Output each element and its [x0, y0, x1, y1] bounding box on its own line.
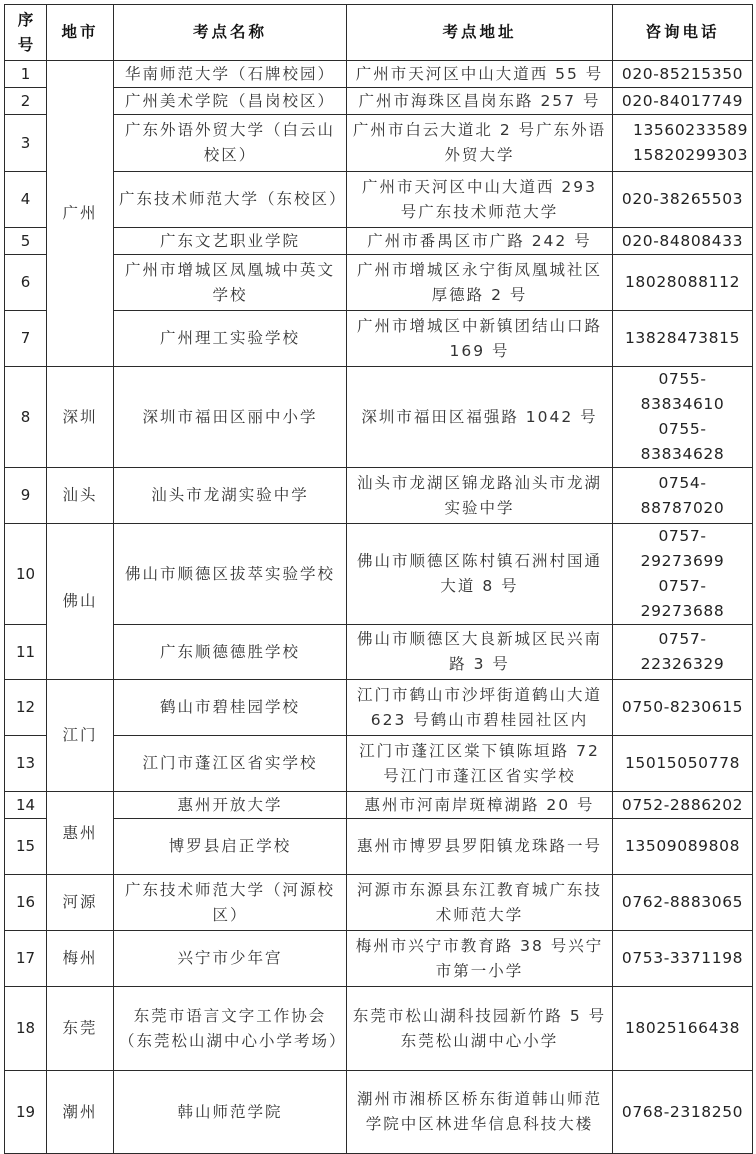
table-row — [5, 255, 753, 311]
site-name: 华南师范大学（石牌校园） — [114, 61, 347, 88]
site-name: 江门市蓬江区省实学校 — [114, 736, 347, 792]
site-name: 广州市增城区凤凰城中英文学校 — [114, 255, 347, 311]
row-number: 16 — [5, 875, 47, 931]
row-number: 5 — [5, 228, 47, 255]
phone-number: 13828473815 — [613, 311, 753, 367]
phone-number: 13560233589 15820299303 — [613, 115, 753, 172]
city-cell: 江门 — [47, 680, 114, 792]
site-address: 广州市天河区中山大道西 55 号 — [347, 61, 613, 88]
phone-number: 0768-2318250 — [613, 1071, 753, 1154]
site-address: 广州市天河区中山大道西 293 号广东技术师范大学 — [347, 172, 613, 228]
table-row — [5, 875, 753, 931]
table-row — [5, 228, 753, 255]
phone-number: 0753-3371198 — [613, 931, 753, 987]
header-site-name: 考点名称 — [114, 5, 347, 61]
site-address: 河源市东源县东江教育城广东技术师范大学 — [347, 875, 613, 931]
header-row — [5, 5, 753, 61]
header-site-address: 考点地址 — [347, 5, 613, 61]
table-row — [5, 524, 753, 625]
site-address: 广州市增城区中新镇团结山口路 169 号 — [347, 311, 613, 367]
city-cell: 河源 — [47, 875, 114, 931]
phone-number: 020-84808433 — [613, 228, 753, 255]
table-row — [5, 792, 753, 819]
site-name: 惠州开放大学 — [114, 792, 347, 819]
city-cell: 惠州 — [47, 792, 114, 875]
row-number: 10 — [5, 524, 47, 625]
site-address: 广州市增城区永宁街凤凰城社区厚德路 2 号 — [347, 255, 613, 311]
phone-number: 18025166438 — [613, 987, 753, 1071]
site-name: 广东技术师范大学（河源校区） — [114, 875, 347, 931]
site-name: 博罗县启正学校 — [114, 819, 347, 875]
table-row — [5, 61, 753, 88]
header-city: 地市 — [47, 5, 114, 61]
table-row — [5, 115, 753, 172]
row-number: 19 — [5, 1071, 47, 1154]
city-cell: 潮州 — [47, 1071, 114, 1154]
site-name: 广东顺德德胜学校 — [114, 625, 347, 680]
site-address: 惠州市河南岸斑樟湖路 20 号 — [347, 792, 613, 819]
site-address: 佛山市顺德区陈村镇石洲村国通大道 8 号 — [347, 524, 613, 625]
site-name: 广东外语外贸大学（白云山校区） — [114, 115, 347, 172]
phone-number: 020-84017749 — [613, 88, 753, 115]
row-number: 1 — [5, 61, 47, 88]
table-row — [5, 625, 753, 680]
table-row — [5, 680, 753, 736]
row-number: 11 — [5, 625, 47, 680]
site-name: 广东技术师范大学（东校区） — [114, 172, 347, 228]
row-number: 18 — [5, 987, 47, 1071]
city-cell: 佛山 — [47, 524, 114, 680]
table-row — [5, 819, 753, 875]
table-row — [5, 88, 753, 115]
phone-number: 13509089808 — [613, 819, 753, 875]
row-number: 17 — [5, 931, 47, 987]
row-number: 7 — [5, 311, 47, 367]
site-address: 东莞市松山湖科技园新竹路 5 号东莞松山湖中心小学 — [347, 987, 613, 1071]
site-name: 广州美术学院（昌岗校区） — [114, 88, 347, 115]
exam-sites-table — [4, 4, 753, 1154]
city-cell: 汕头 — [47, 468, 114, 524]
phone-number: 15015050778 — [613, 736, 753, 792]
phone-number: 0755-83834610 0755-83834628 — [613, 367, 753, 468]
table-row — [5, 931, 753, 987]
phone-number: 020-38265503 — [613, 172, 753, 228]
site-name: 广州理工实验学校 — [114, 311, 347, 367]
city-cell: 东莞 — [47, 987, 114, 1071]
site-address: 梅州市兴宁市教育路 38 号兴宁市第一小学 — [347, 931, 613, 987]
site-name: 韩山师范学院 — [114, 1071, 347, 1154]
table-row — [5, 736, 753, 792]
site-address: 广州市海珠区昌岗东路 257 号 — [347, 88, 613, 115]
site-address: 佛山市顺德区大良新城区民兴南路 3 号 — [347, 625, 613, 680]
site-address: 江门市蓬江区棠下镇陈垣路 72 号江门市蓬江区省实学校 — [347, 736, 613, 792]
site-name: 兴宁市少年宫 — [114, 931, 347, 987]
site-name: 鹤山市碧桂园学校 — [114, 680, 347, 736]
row-number: 15 — [5, 819, 47, 875]
header-phone: 咨询电话 — [613, 5, 753, 61]
phone-number: 0762-8883065 — [613, 875, 753, 931]
site-address: 惠州市博罗县罗阳镇龙珠路一号 — [347, 819, 613, 875]
site-address: 深圳市福田区福强路 1042 号 — [347, 367, 613, 468]
row-number: 3 — [5, 115, 47, 172]
phone-number: 0757-22326329 — [613, 625, 753, 680]
site-address: 广州市番禺区市广路 242 号 — [347, 228, 613, 255]
table-row — [5, 172, 753, 228]
site-name: 深圳市福田区丽中小学 — [114, 367, 347, 468]
table-row — [5, 987, 753, 1071]
row-number: 12 — [5, 680, 47, 736]
row-number: 6 — [5, 255, 47, 311]
site-address: 汕头市龙湖区锦龙路汕头市龙湖实验中学 — [347, 468, 613, 524]
phone-number: 0752-2886202 — [613, 792, 753, 819]
phone-number: 0750-8230615 — [613, 680, 753, 736]
phone-number: 18028088112 — [613, 255, 753, 311]
row-number: 14 — [5, 792, 47, 819]
city-cell: 广州 — [47, 61, 114, 367]
site-address: 潮州市湘桥区桥东街道韩山师范学院中区林进华信息科技大楼 — [347, 1071, 613, 1154]
row-number: 13 — [5, 736, 47, 792]
table-row — [5, 311, 753, 367]
row-number: 4 — [5, 172, 47, 228]
site-name: 汕头市龙湖实验中学 — [114, 468, 347, 524]
phone-number: 0754-88787020 — [613, 468, 753, 524]
site-name: 佛山市顺德区拔萃实验学校 — [114, 524, 347, 625]
city-cell: 深圳 — [47, 367, 114, 468]
site-address: 广州市白云大道北 2 号广东外语外贸大学 — [347, 115, 613, 172]
table-row — [5, 367, 753, 468]
site-address: 江门市鹤山市沙坪街道鹤山大道 623 号鹤山市碧桂园社区内 — [347, 680, 613, 736]
row-number: 9 — [5, 468, 47, 524]
row-number: 8 — [5, 367, 47, 468]
site-name: 广东文艺职业学院 — [114, 228, 347, 255]
phone-number: 020-85215350 — [613, 61, 753, 88]
site-name: 东莞市语言文字工作协会（东莞松山湖中心小学考场） — [114, 987, 347, 1071]
table-row — [5, 468, 753, 524]
header-serial: 序号 — [5, 5, 47, 61]
phone-number: 0757-29273699 0757-29273688 — [613, 524, 753, 625]
exam-sites-table-container — [4, 4, 752, 1154]
city-cell: 梅州 — [47, 931, 114, 987]
table-row — [5, 1071, 753, 1154]
row-number: 2 — [5, 88, 47, 115]
